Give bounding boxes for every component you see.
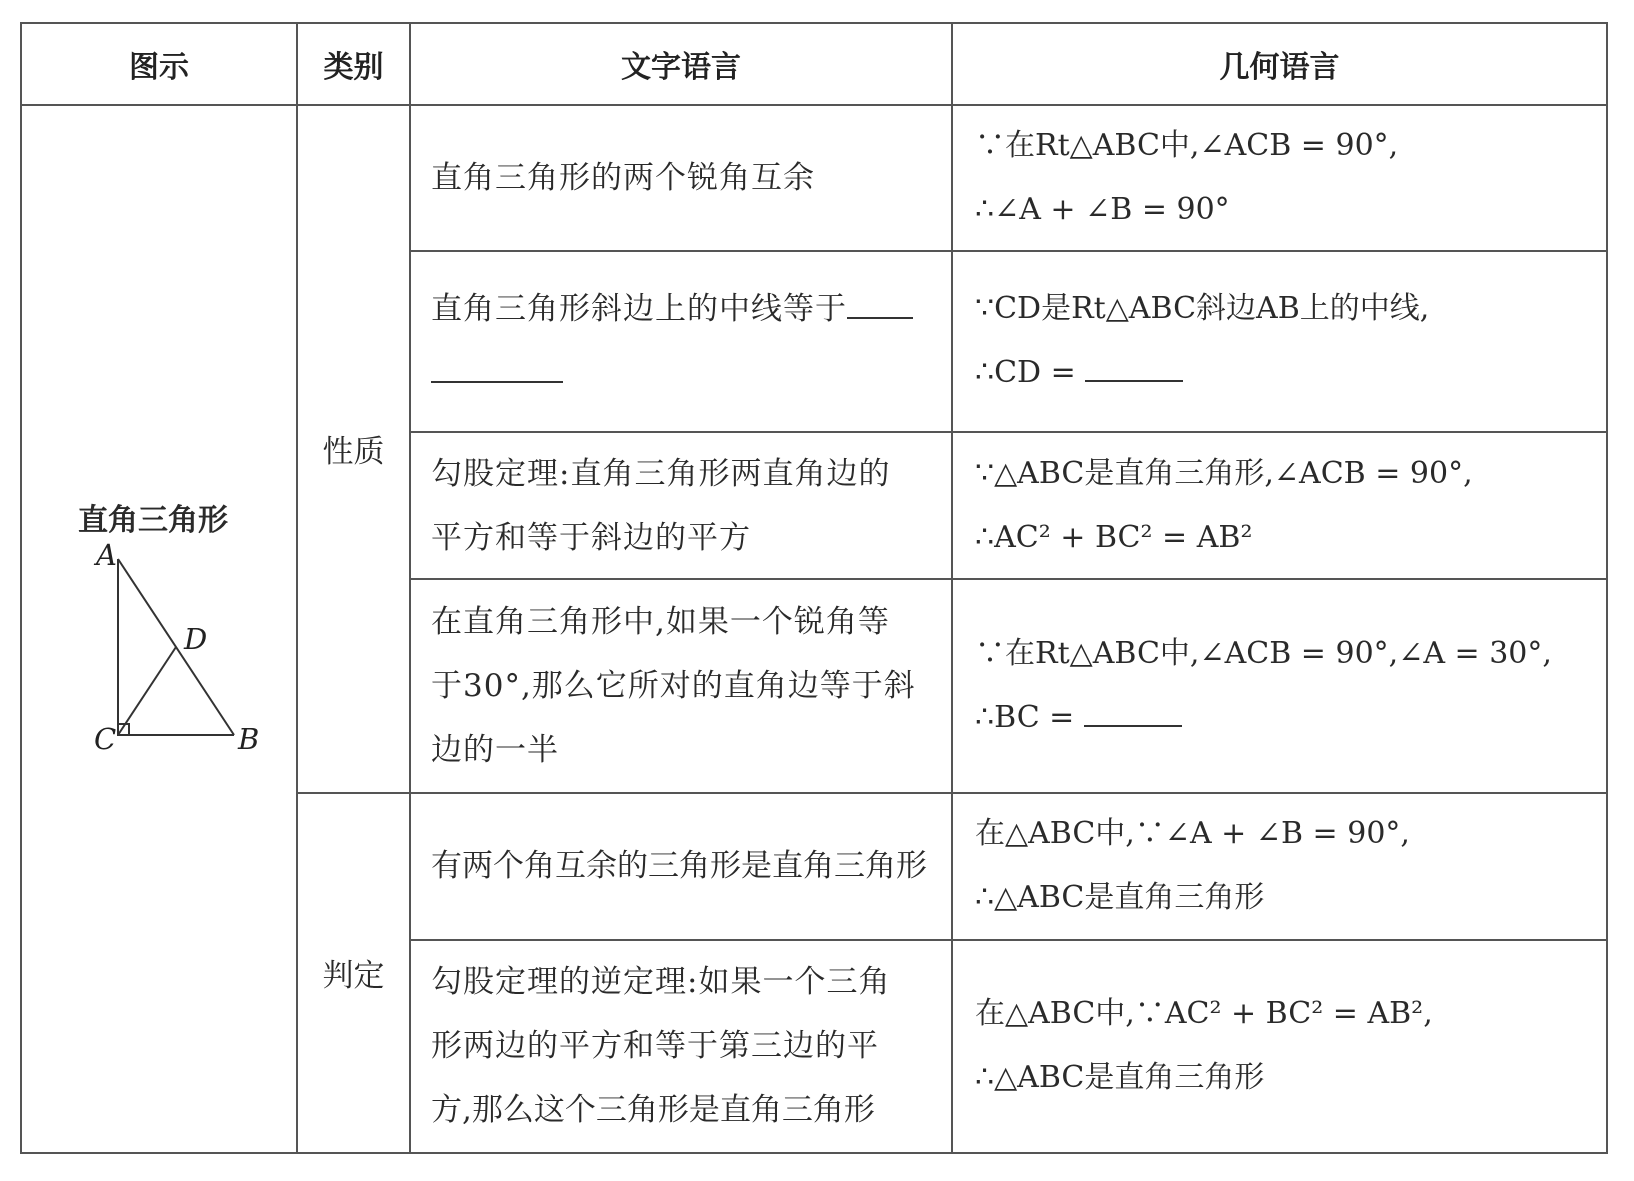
text-line: 直角三角形的两个锐角互余: [431, 159, 815, 196]
geo-cell-1: [952, 105, 1607, 251]
geo-cell-4: [952, 579, 1607, 792]
table-row: [21, 105, 1607, 251]
median-cd: [118, 647, 176, 735]
geo-cell-6: [952, 940, 1607, 1153]
geo-cell-3: [952, 432, 1607, 579]
header-row: [21, 23, 1607, 105]
geo-line: ∵在Rt△ABC中,∠ACB = 90°,∠A = 30°,: [975, 635, 1552, 671]
label-b: B: [238, 721, 260, 756]
geo-line: ∴BC =: [975, 686, 1596, 750]
geo-line: 在△ABC中,∵∠A + ∠B = 90°,: [975, 816, 1410, 852]
geo-line: 在△ABC中,∵AC² + BC² = AB²,: [975, 996, 1433, 1032]
geo-line: ∴△ABC是直角三角形: [975, 1060, 1265, 1096]
geo-line: ∵△ABC是直角三角形,∠ACB = 90°,: [975, 455, 1473, 491]
geo-line: ∴AC² + BC² = AB²: [975, 519, 1253, 555]
category-judgement: 判定: [297, 793, 410, 1153]
label-a: A: [96, 542, 117, 572]
fill-blank[interactable]: [1084, 695, 1182, 727]
text-line: 平方和等于斜边的平方: [431, 519, 751, 556]
text-line: 勾股定理:直角三角形两直角边的: [431, 455, 891, 492]
text-cell-4: [410, 579, 952, 792]
geo-line: ∵在Rt△ABC中,∠ACB = 90°,: [975, 127, 1399, 163]
text-line: 在直角三角形中,如果一个锐角等: [431, 603, 890, 640]
label-c: C: [94, 721, 117, 756]
text-line: 方,那么这个三角形是直角三角形: [431, 1092, 875, 1129]
right-triangle-diagram: [72, 543, 272, 763]
geo-cell-2: [952, 251, 1607, 432]
geo-cell-5: [952, 793, 1607, 940]
label-d: D: [184, 621, 208, 656]
right-triangle-summary-table: [20, 22, 1608, 1154]
header-figure: 图示: [21, 23, 297, 105]
text-cell-2: [410, 251, 952, 432]
geo-line: ∴CD =: [975, 341, 1596, 405]
figure-cell: [21, 105, 297, 1153]
text-cell-6: [410, 940, 952, 1153]
fill-blank[interactable]: [847, 287, 913, 319]
header-text-language: 文字语言: [410, 23, 952, 105]
text-line: 勾股定理的逆定理:如果一个三角: [431, 964, 891, 1001]
text-line: [431, 341, 933, 405]
header-category: 类别: [297, 23, 410, 105]
category-property: 性质: [297, 105, 410, 793]
text-line: 边的一半: [431, 731, 559, 768]
fill-blank[interactable]: [431, 351, 563, 383]
geo-line: ∵CD是Rt△ABC斜边AB上的中线,: [975, 291, 1430, 327]
geo-line: ∴△ABC是直角三角形: [975, 880, 1265, 916]
text-cell-3: [410, 432, 952, 579]
fill-blank[interactable]: [1085, 350, 1183, 382]
text-cell-5: [410, 793, 952, 940]
text-line: 于30°,那么它所对的直角边等于斜: [431, 667, 916, 704]
text-line: 有两个角互余的三角形是直角三角形: [431, 848, 927, 885]
text-line: 直角三角形斜边上的中线等于: [431, 277, 933, 341]
header-geo-language: 几何语言: [952, 23, 1607, 105]
geo-line: ∴∠A + ∠B = 90°: [975, 191, 1230, 227]
text-cell-1: [410, 105, 952, 251]
figure-title: 直角三角形: [78, 502, 228, 538]
text-line: 形两边的平方和等于第三边的平: [431, 1028, 879, 1065]
